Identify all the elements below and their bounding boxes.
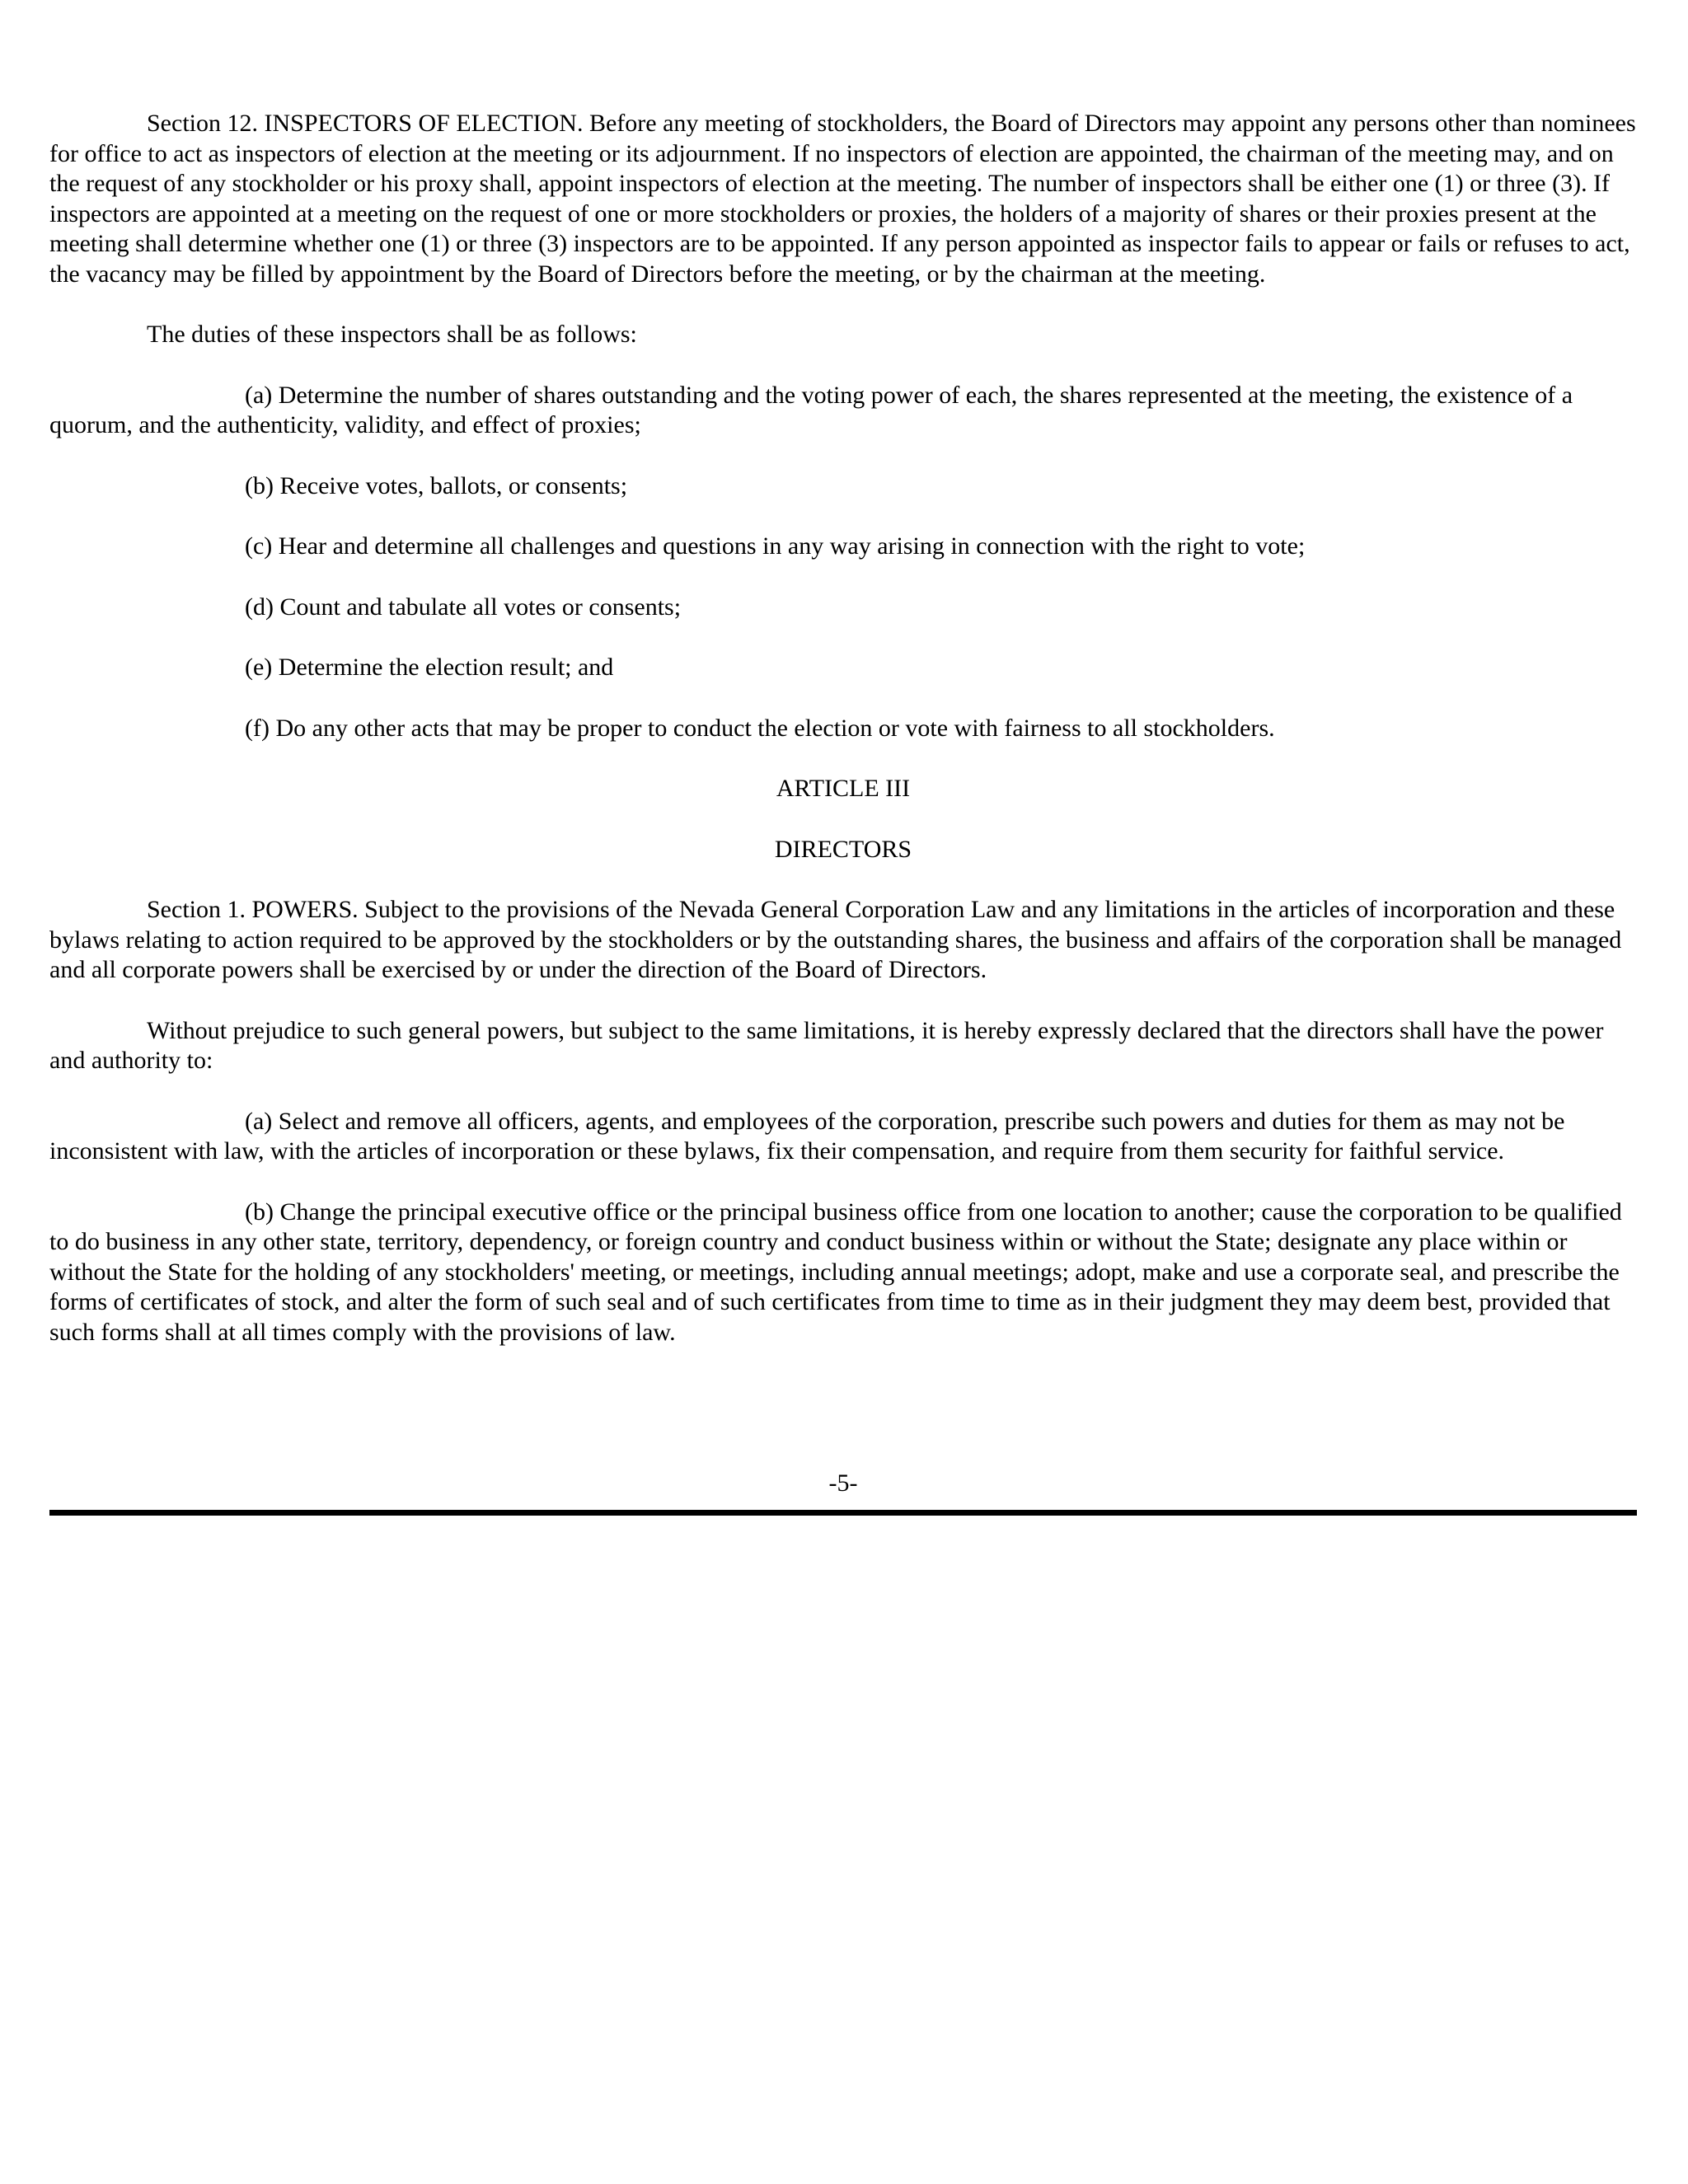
section-1-paragraph: Section 1. POWERS. Subject to the provisions of the Nevada General Corporation Law and any limitations in the articles of incorporation and these bylaws relating to action required to be approved by the stockholders or by the outstanding shares, the business and affairs of the corporation shall be managed and all corporate powers shall be exercised by or under the direction of the Board of Directors. — [49, 896, 1622, 983]
duty-item-c: (c) Hear and determine all challenges and questions in any way arising in connection with the right to vote; — [245, 532, 1306, 560]
duty-item-b: (b) Receive votes, ballots, or consents; — [245, 471, 628, 499]
document-page — [49, 109, 1637, 1378]
duty-item-a: (a) Determine the number of shares outstanding and the voting power of each, the shares represented at the meeting, the existence of a quorum, and the authenticity, validity, and effect of proxies; — [49, 381, 1573, 438]
powers-intro: Without prejudice to such general powers, but subject to the same limitations, it is hereby expressly declared that the directors shall have the power and authority to: — [49, 1016, 1604, 1074]
article-heading: ARTICLE III — [776, 775, 911, 802]
duty-item-f: (f) Do any other acts that may be proper to conduct the election or vote with fairness to all stockholders. — [245, 714, 1275, 742]
duty-item-e: (e) Determine the election result; and — [245, 654, 614, 681]
article-title: DIRECTORS — [774, 835, 912, 863]
duties-intro: The duties of these inspectors shall be as follows: — [147, 321, 637, 348]
footer-rule — [49, 1510, 1637, 1516]
page-number: -5- — [828, 1469, 858, 1497]
power-item-b: (b) Change the principal executive office or the principal business office from one location to another; cause the corporation to be qualified to do business in any other state, territory, dependency, or foreign country and conduct business within or without the State; designate any place within or without the State for the holding of any stockholders' meeting, or meetings, including annual meetings; adopt, make and use a corporate seal, and prescribe the forms of certificates of stock, and alter the form of such seal and of such certificates from time to time as in their judgment they may deem best, provided that such forms shall at all times comply with the provisions of law. — [49, 1197, 1622, 1346]
section-12-paragraph: Section 12. INSPECTORS OF ELECTION. Before any meeting of stockholders, the Board of Directors may appoint any persons other than nominees for office to act as inspectors of election at the meeting or its adjournment. If no inspectors of election are appointed, the chairman of the meeting may, and on the request of any stockholder or his proxy shall, appoint inspectors of election at the meeting. The number of inspectors shall be either one (1) or three (3). If inspectors are appointed at a meeting on the request of one or more stockholders or proxies, the holders of a majority of shares or their proxies present at the meeting shall determine whether one (1) or three (3) inspectors are to be appointed. If any person appointed as inspector fails to appear or fails or refuses to act, the vacancy may be filled by appointment by the Board of Directors before the meeting, or by the chairman at the meeting. — [49, 110, 1636, 288]
power-item-a: (a) Select and remove all officers, agents, and employees of the corporation, prescribe such powers and duties for them as may not be inconsistent with law, with the articles of incorporation or these bylaws, fix their compensation, and require from them security for faithful service. — [49, 1107, 1565, 1165]
duty-item-d: (d) Count and tabulate all votes or consents; — [245, 593, 682, 621]
